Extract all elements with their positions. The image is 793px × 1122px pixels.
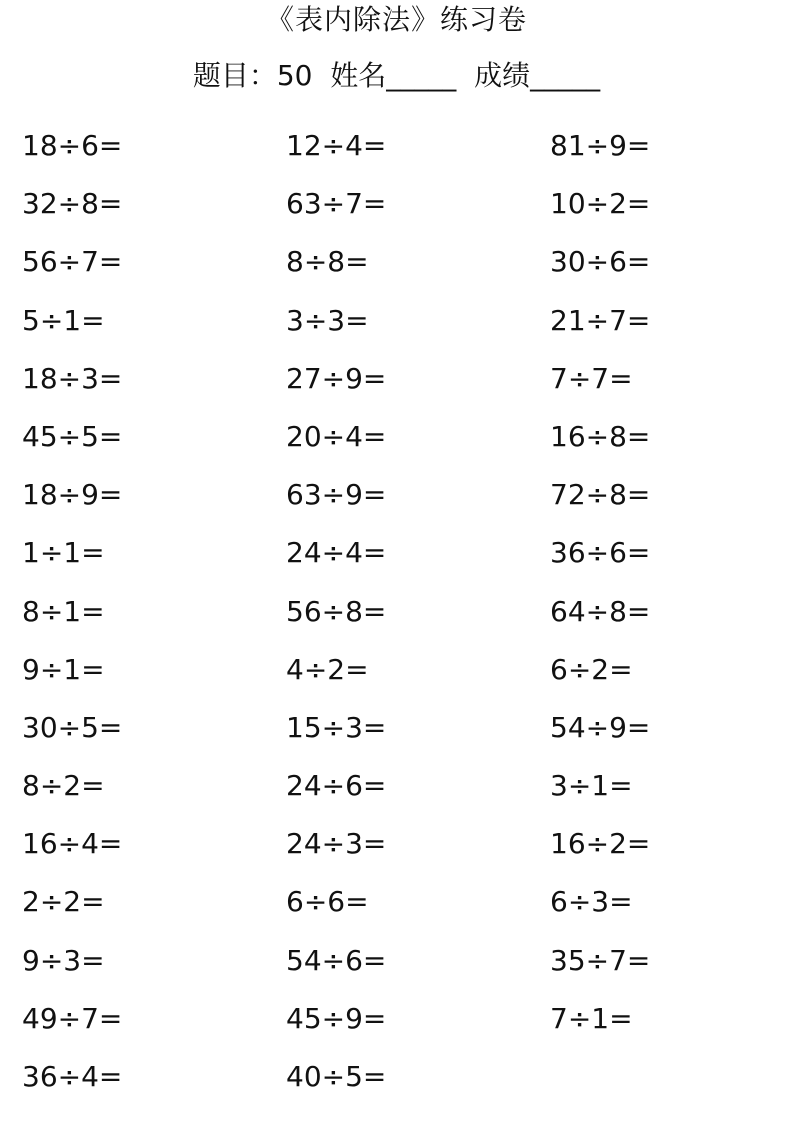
problem: 7÷1=: [550, 1001, 633, 1035]
problem: 20÷4=: [286, 419, 387, 453]
problem: 16÷2=: [550, 827, 651, 861]
problem: 9÷1=: [22, 652, 105, 686]
problem: 45÷5=: [22, 419, 123, 453]
problem-row: [0, 648, 793, 706]
problem: 3÷1=: [550, 769, 633, 803]
problem-row: [0, 531, 793, 589]
problem: 35÷7=: [550, 943, 651, 977]
problem: 3÷3=: [286, 303, 369, 337]
problem-grid: [0, 124, 793, 1113]
problem: 63÷7=: [286, 187, 387, 221]
problem: 6÷6=: [286, 885, 369, 919]
problem: 56÷7=: [22, 245, 123, 279]
problem: 72÷8=: [550, 478, 651, 512]
problem-row: [0, 473, 793, 531]
problem: 21÷7=: [550, 303, 651, 337]
problem: 18÷3=: [22, 361, 123, 395]
problem: 63÷9=: [286, 478, 387, 512]
problem: 7÷7=: [550, 361, 633, 395]
problem: 24÷3=: [286, 827, 387, 861]
problem: 24÷4=: [286, 536, 387, 570]
problem-row: [0, 822, 793, 880]
problem: 12÷4=: [286, 129, 387, 162]
problem-row: [0, 357, 793, 415]
problem: 64÷8=: [550, 594, 651, 628]
problem: 16÷4=: [22, 827, 123, 861]
problem: 6÷3=: [550, 885, 633, 919]
problem-row: [0, 124, 793, 182]
problem: 45÷9=: [286, 1001, 387, 1035]
score-field-label: 成绩_____: [474, 59, 601, 92]
worksheet-info-line: [0, 58, 793, 94]
problem-row: [0, 415, 793, 473]
problem: 2÷2=: [22, 885, 105, 919]
problem-count-label: 题目：50: [192, 59, 313, 92]
problem: 1÷1=: [22, 536, 105, 570]
problem: 5÷1=: [22, 303, 105, 337]
problem: 8÷1=: [22, 594, 105, 628]
problem-row: [0, 997, 793, 1055]
problem: 8÷8=: [286, 245, 369, 279]
problem: 54÷9=: [550, 710, 651, 744]
problem: 18÷9=: [22, 478, 123, 512]
problem: 40÷5=: [286, 1060, 387, 1093]
problem: 32÷8=: [22, 187, 123, 221]
problem: 36÷6=: [550, 536, 651, 570]
problem: 30÷5=: [22, 710, 123, 744]
problem-row: [0, 590, 793, 648]
problem: 24÷6=: [286, 769, 387, 803]
problem-row: [0, 299, 793, 357]
problem: 15÷3=: [286, 710, 387, 744]
problem: 6÷2=: [550, 652, 633, 686]
problem: 18÷6=: [22, 129, 123, 162]
problem: 9÷3=: [22, 943, 105, 977]
problem: 49÷7=: [22, 1001, 123, 1035]
problem: 81÷9=: [550, 129, 651, 162]
problem: 36÷4=: [22, 1060, 123, 1093]
problem: 56÷8=: [286, 594, 387, 628]
problem: 54÷6=: [286, 943, 387, 977]
problem: 16÷8=: [550, 419, 651, 453]
problem-row: [0, 182, 793, 240]
worksheet-title: 《表内除法》练习卷: [265, 3, 527, 36]
problem-row: [0, 880, 793, 938]
problem-row: [0, 764, 793, 822]
problem: 8÷2=: [22, 769, 105, 803]
problem: 4÷2=: [286, 652, 369, 686]
problem: 30÷6=: [550, 245, 651, 279]
problem: 10÷2=: [550, 187, 651, 221]
problem-row: [0, 1055, 793, 1113]
name-field-label: 姓名_____: [330, 59, 457, 92]
problem: 27÷9=: [286, 361, 387, 395]
problem-row: [0, 939, 793, 997]
problem-row: [0, 240, 793, 298]
problem-row: [0, 706, 793, 764]
